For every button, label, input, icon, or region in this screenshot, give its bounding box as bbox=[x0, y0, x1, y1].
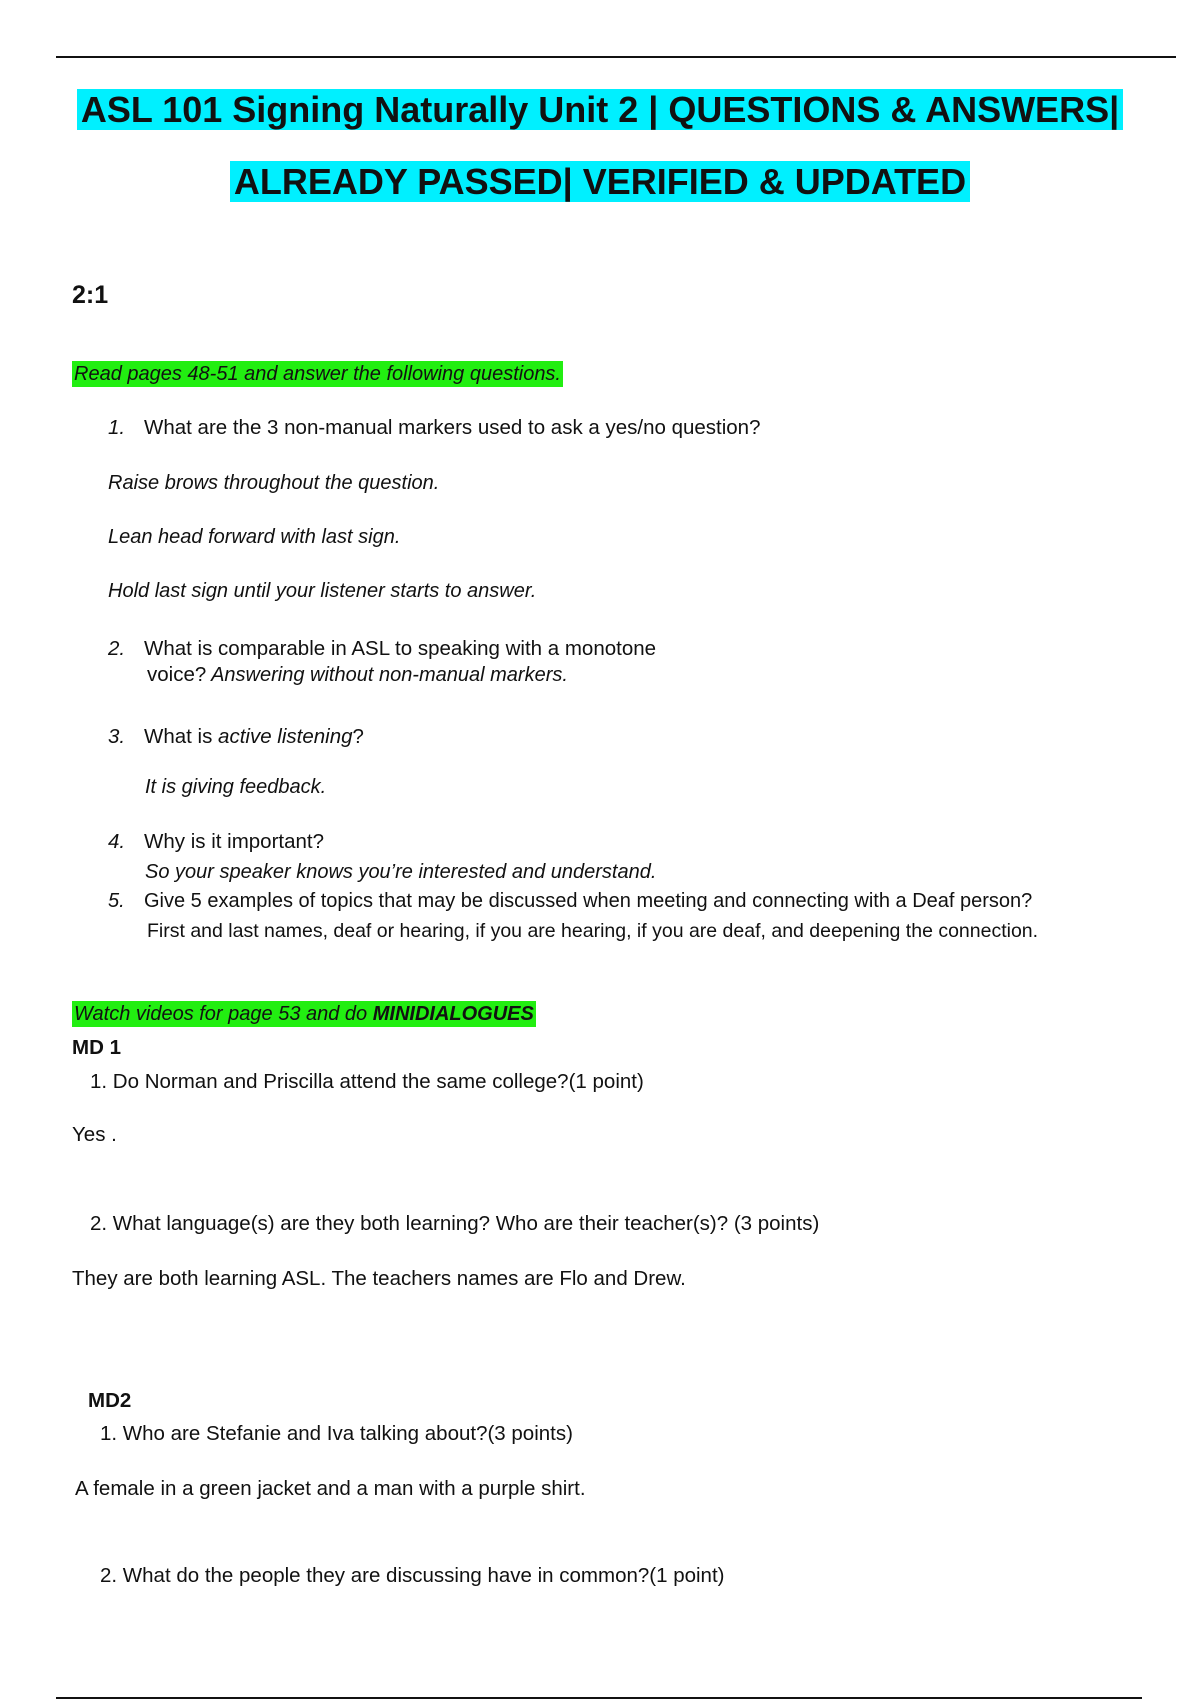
answer-1a: Raise brows throughout the question. bbox=[108, 472, 440, 494]
question-4: 4. Why is it important? bbox=[108, 830, 324, 853]
answer-1c: Hold last sign until your listener starts to answer. bbox=[108, 580, 537, 602]
md2-question-1: 1. Who are Stefanie and Iva talking about?(3 points) bbox=[100, 1422, 573, 1445]
reading-instruction: Read pages 48-51 and answer the following questions. bbox=[74, 363, 561, 385]
question-2-continued: voice? Answering without non-manual markers. bbox=[147, 663, 568, 686]
question-3: 3. What is active listening? bbox=[108, 725, 364, 748]
md1-answer-1: Yes . bbox=[72, 1123, 117, 1146]
answer-2: Answering without non-manual markers. bbox=[206, 664, 568, 686]
document-title-line-1: ASL 101 Signing Naturally Unit 2 | QUESTIONS & ANSWERS| bbox=[0, 86, 1200, 134]
top-rule bbox=[56, 56, 1176, 58]
md1-heading: MD 1 bbox=[72, 1036, 121, 1059]
question-1: 1. What are the 3 non-manual markers used to ask a yes/no question? bbox=[108, 416, 761, 439]
document-title-line-2: ALREADY PASSED| VERIFIED & UPDATED bbox=[0, 158, 1200, 206]
bottom-rule bbox=[56, 1697, 1142, 1699]
question-2: 2. What is comparable in ASL to speaking with a monotone bbox=[108, 637, 657, 660]
md2-question-2: 2. What do the people they are discussing have in common?(1 point) bbox=[100, 1564, 725, 1587]
md2-answer-1: A female in a green jacket and a man with a purple shirt. bbox=[75, 1477, 586, 1500]
answer-3: It is giving feedback. bbox=[145, 776, 327, 798]
question-5: 5. Give 5 examples of topics that may be discussed when meeting and connecting with a Deaf person? bbox=[108, 890, 1033, 912]
md1-question-2: 2. What language(s) are they both learning? Who are their teacher(s)? (3 points) bbox=[90, 1212, 820, 1235]
md2-heading: MD2 bbox=[88, 1389, 132, 1412]
answer-1b: Lean head forward with last sign. bbox=[108, 526, 401, 548]
answer-4: So your speaker knows you’re interested and understand. bbox=[145, 861, 657, 883]
md1-answer-2: They are both learning ASL. The teachers names are Flo and Drew. bbox=[72, 1267, 686, 1290]
minidialogues-instruction: Watch videos for page 53 and do MINIDIALOGUES bbox=[74, 1003, 534, 1025]
md1-question-1: 1. Do Norman and Priscilla attend the same college?(1 point) bbox=[90, 1070, 644, 1093]
section-heading: 2:1 bbox=[72, 281, 109, 309]
answer-5: First and last names, deaf or hearing, if you are hearing, if you are deaf, and deepening the connection. bbox=[147, 920, 1039, 942]
